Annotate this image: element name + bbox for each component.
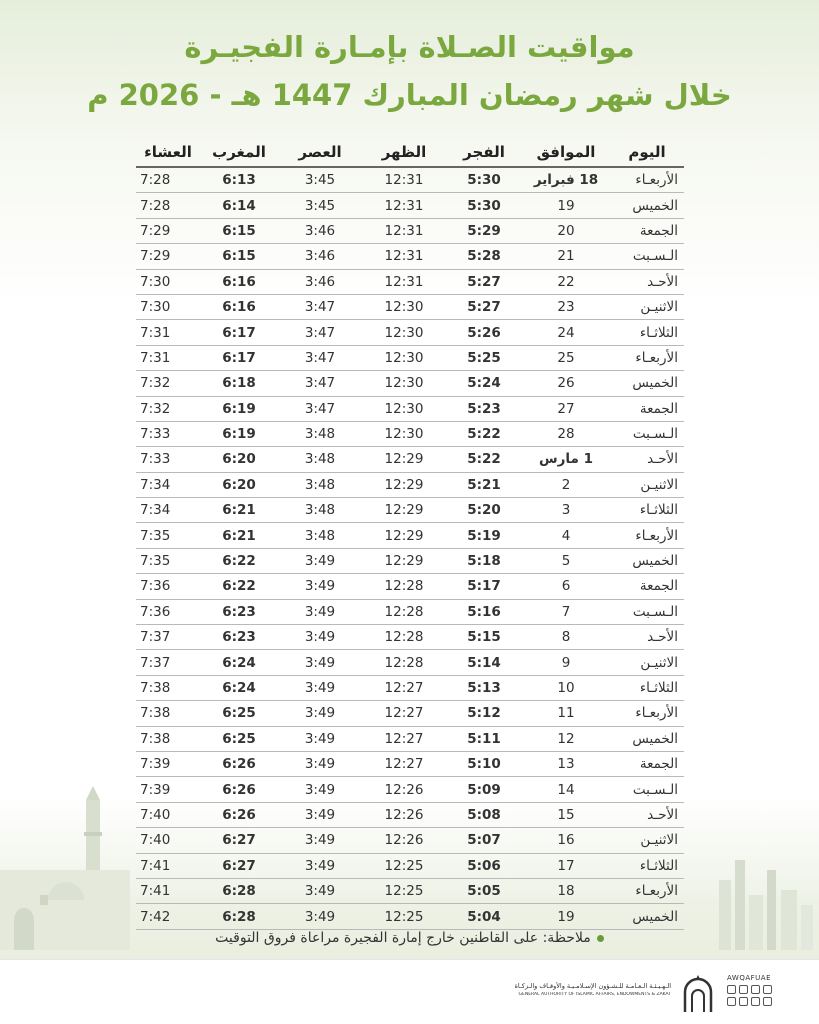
cell-maghrib: 6:22 — [222, 578, 256, 595]
cell-day: الأربعـاء — [635, 705, 678, 722]
cell-isha: 7:36 — [140, 578, 171, 595]
cell-isha: 7:32 — [140, 375, 171, 392]
cell-asr: 3:49 — [304, 629, 336, 646]
cell-fajr: 5:08 — [467, 806, 501, 823]
cell-fajr: 5:07 — [467, 832, 501, 849]
header-maghrib: المغرب — [212, 143, 266, 161]
cell-fajr: 5:22 — [467, 426, 501, 443]
cell-maghrib: 6:19 — [222, 400, 256, 417]
cell-dhuhr: 12:27 — [384, 756, 424, 773]
cell-day: الأحـد — [647, 451, 678, 468]
cell-asr: 3:49 — [304, 603, 336, 620]
cell-isha: 7:41 — [140, 857, 171, 874]
cell-isha: 7:30 — [140, 273, 171, 290]
cell-asr: 3:49 — [304, 730, 336, 747]
cell-date: 3 — [561, 502, 571, 519]
cell-day: الثلاثـاء — [639, 680, 678, 696]
cell-maghrib: 6:22 — [222, 553, 256, 570]
cell-date: 27 — [557, 400, 575, 417]
cell-date: 4 — [561, 527, 571, 544]
cell-day: الـسـبت — [632, 603, 678, 620]
cell-date: 12 — [557, 730, 575, 747]
cell-fajr: 5:12 — [467, 705, 501, 722]
cell-maghrib: 6:28 — [222, 883, 256, 900]
cell-maghrib: 6:26 — [222, 806, 256, 823]
header-asr: العصر — [298, 143, 342, 161]
cell-dhuhr: 12:25 — [384, 883, 424, 900]
cell-day: الخميس — [632, 553, 678, 570]
table-row — [136, 904, 684, 929]
cell-maghrib: 6:14 — [222, 197, 256, 214]
cell-day: الاثنيـن — [640, 832, 678, 849]
cell-dhuhr: 12:30 — [384, 324, 424, 341]
cell-asr: 3:49 — [304, 883, 336, 900]
cell-asr: 3:49 — [304, 857, 336, 874]
cell-dhuhr: 12:26 — [384, 832, 424, 849]
table-row — [136, 777, 684, 802]
header-date: الموافق — [536, 143, 596, 161]
cell-maghrib: 6:16 — [222, 299, 256, 316]
cell-date: 21 — [557, 248, 575, 265]
table-row — [136, 193, 684, 218]
cell-date: 11 — [557, 705, 575, 722]
cell-date: 6 — [561, 578, 571, 595]
bullet-icon — [597, 935, 604, 942]
whatsapp-icon[interactable] — [751, 985, 760, 994]
cell-fajr: 5:22 — [467, 451, 501, 468]
cell-isha: 7:38 — [140, 730, 171, 747]
cell-dhuhr: 12:30 — [384, 426, 424, 443]
cell-dhuhr: 12:31 — [384, 197, 424, 214]
brand-handle: AWQAFUAE — [727, 974, 771, 982]
cell-maghrib: 6:24 — [222, 680, 256, 696]
cell-day: الـسـبت — [632, 781, 678, 798]
table-row — [136, 244, 684, 269]
cell-dhuhr: 12:31 — [384, 273, 424, 290]
cell-asr: 3:49 — [304, 781, 336, 798]
cell-isha: 7:40 — [140, 832, 171, 849]
cell-isha: 7:39 — [140, 756, 171, 773]
cell-isha: 7:33 — [140, 451, 171, 468]
x-icon[interactable] — [727, 985, 736, 994]
table-row — [136, 600, 684, 625]
cell-fajr: 5:11 — [467, 730, 501, 747]
cell-fajr: 5:04 — [467, 908, 501, 925]
cell-fajr: 5:27 — [467, 273, 501, 290]
cell-fajr: 5:15 — [467, 629, 501, 646]
cell-day: الجمعة — [639, 222, 678, 239]
cell-date: 15 — [557, 806, 575, 823]
cell-date: 23 — [557, 299, 575, 316]
cell-isha: 7:35 — [140, 527, 171, 544]
cell-asr: 3:48 — [304, 502, 336, 519]
cell-maghrib: 6:26 — [222, 781, 256, 798]
cell-date: 28 — [557, 426, 575, 443]
cell-maghrib: 6:15 — [222, 248, 256, 265]
table-row — [136, 295, 684, 320]
cell-isha: 7:34 — [140, 502, 171, 519]
cell-fajr: 5:23 — [467, 400, 501, 417]
linkedin-icon[interactable] — [739, 997, 748, 1006]
table-row — [136, 854, 684, 879]
cell-fajr: 5:29 — [467, 222, 501, 239]
cell-isha: 7:34 — [140, 476, 171, 493]
cell-date: 14 — [557, 781, 575, 798]
cell-fajr: 5:09 — [467, 781, 501, 798]
cell-isha: 7:40 — [140, 806, 171, 823]
cell-isha: 7:42 — [140, 908, 171, 925]
cell-asr: 3:46 — [304, 273, 336, 290]
table-row — [136, 676, 684, 701]
cell-dhuhr: 12:31 — [384, 248, 424, 265]
cell-day: الأحـد — [647, 273, 678, 290]
cell-day: الخميس — [632, 908, 678, 925]
cell-isha: 7:36 — [140, 603, 171, 620]
cell-day: الاثنيـن — [640, 299, 678, 316]
cell-day: الأحـد — [647, 629, 678, 646]
cell-fajr: 5:05 — [467, 883, 501, 900]
table-row — [136, 397, 684, 422]
cell-isha: 7:28 — [140, 172, 171, 189]
cell-isha: 7:37 — [140, 629, 171, 646]
cell-day: الأربعـاء — [635, 527, 678, 544]
cell-asr: 3:46 — [304, 248, 336, 265]
cell-date: 1 مارس — [539, 451, 593, 468]
table-row — [136, 523, 684, 548]
cell-asr: 3:47 — [304, 400, 336, 417]
authority-logo-icon — [681, 974, 715, 1014]
cell-fajr: 5:16 — [467, 603, 501, 620]
instagram-icon[interactable] — [739, 985, 748, 994]
cell-maghrib: 6:23 — [222, 629, 256, 646]
cell-fajr: 5:30 — [467, 172, 501, 189]
cell-asr: 3:48 — [304, 451, 336, 468]
cell-asr: 3:46 — [304, 222, 336, 239]
cell-asr: 3:49 — [304, 756, 336, 773]
cell-maghrib: 6:27 — [222, 857, 256, 874]
cell-day: الثلاثـاء — [639, 324, 678, 341]
cell-day: الأربعـاء — [635, 172, 678, 189]
cell-fajr: 5:27 — [467, 299, 501, 316]
cell-date: 17 — [557, 857, 575, 874]
cell-asr: 3:49 — [304, 908, 336, 925]
cell-fajr: 5:17 — [467, 578, 501, 595]
cell-date: 5 — [561, 553, 571, 570]
cell-isha: 7:28 — [140, 197, 171, 214]
cell-dhuhr: 12:26 — [384, 781, 424, 798]
cell-day: الثلاثـاء — [639, 502, 678, 519]
cell-maghrib: 6:21 — [222, 502, 256, 519]
cell-asr: 3:47 — [304, 299, 336, 316]
cell-maghrib: 6:26 — [222, 756, 256, 773]
cell-dhuhr: 12:29 — [384, 451, 424, 468]
table-row — [136, 650, 684, 675]
cell-isha: 7:29 — [140, 222, 171, 239]
cell-isha: 7:31 — [140, 324, 171, 341]
cell-day: الجمعة — [639, 400, 678, 417]
cell-isha: 7:30 — [140, 299, 171, 316]
header-day: اليوم — [628, 143, 666, 161]
cell-date: 2 — [561, 476, 571, 493]
cell-maghrib: 6:15 — [222, 222, 256, 239]
cell-date: 22 — [557, 273, 575, 290]
cell-maghrib: 6:13 — [222, 172, 256, 189]
cell-fajr: 5:28 — [467, 248, 501, 265]
cell-day: الأربعـاء — [635, 349, 678, 366]
cell-isha: 7:29 — [140, 248, 171, 265]
table-row — [136, 625, 684, 650]
cell-maghrib: 6:19 — [222, 426, 256, 443]
note-text: ملاحظة: على القاطنين خارج إمارة الفجيرة مراعاة فروق التوقيت — [215, 930, 591, 946]
cell-maghrib: 6:24 — [222, 654, 256, 671]
table-row — [136, 498, 684, 523]
cell-date: 20 — [557, 222, 575, 239]
table-row — [136, 371, 684, 396]
cell-dhuhr: 12:28 — [384, 578, 424, 595]
header-fajr: الفجر — [463, 143, 505, 161]
organization-name-english: GENERAL AUTHORITY OF ISLAMIC AFFAIRS, ENDOWMENTS & ZAKAT — [518, 992, 671, 997]
awqaf-brand — [719, 974, 779, 1006]
table-row — [136, 422, 684, 447]
table-row — [136, 701, 684, 726]
cell-dhuhr: 12:25 — [384, 857, 424, 874]
cell-dhuhr: 12:31 — [384, 222, 424, 239]
cell-asr: 3:47 — [304, 349, 336, 366]
cell-fajr: 5:24 — [467, 375, 501, 392]
timing-note — [0, 930, 819, 946]
cell-date: 18 فبراير — [533, 172, 599, 189]
table-row — [136, 828, 684, 853]
cell-dhuhr: 12:30 — [384, 349, 424, 366]
cell-asr: 3:45 — [304, 172, 336, 189]
cell-maghrib: 6:16 — [222, 273, 256, 290]
table-row — [136, 270, 684, 295]
cell-fajr: 5:14 — [467, 654, 501, 671]
social-icons — [725, 985, 773, 1006]
cell-day: الثلاثـاء — [639, 857, 678, 874]
table-row — [136, 752, 684, 777]
cell-day: الجمعة — [639, 578, 678, 595]
table-row — [136, 879, 684, 904]
cell-isha: 7:31 — [140, 349, 171, 366]
cell-asr: 3:45 — [304, 197, 336, 214]
cell-maghrib: 6:20 — [222, 476, 256, 493]
cell-dhuhr: 12:31 — [384, 172, 424, 189]
table-row — [136, 346, 684, 371]
cell-date: 10 — [557, 680, 575, 696]
cell-asr: 3:48 — [304, 476, 336, 493]
cell-date: 26 — [557, 375, 575, 392]
cell-dhuhr: 12:27 — [384, 730, 424, 747]
cell-day: الأحـد — [647, 806, 678, 823]
cell-asr: 3:47 — [304, 324, 336, 341]
cell-maghrib: 6:27 — [222, 832, 256, 849]
cell-day: الـسـبت — [632, 426, 678, 443]
cell-maghrib: 6:20 — [222, 451, 256, 468]
table-row — [136, 574, 684, 599]
snapchat-icon[interactable] — [763, 985, 772, 994]
cell-date: 19 — [557, 908, 575, 925]
organization-name-arabic: الـهـيـئـة الـعـامـة للـشـؤون الإسـلامـيـة والأوقـاف والـزكـاة — [514, 982, 671, 990]
facebook-icon[interactable] — [751, 997, 760, 1006]
cell-day: الخميس — [632, 197, 678, 214]
cell-date: 9 — [561, 654, 571, 671]
cell-dhuhr: 12:28 — [384, 603, 424, 620]
cell-dhuhr: 12:27 — [384, 705, 424, 722]
cell-asr: 3:49 — [304, 832, 336, 849]
cell-date: 13 — [557, 756, 575, 773]
table-row — [136, 447, 684, 472]
prayer-times-table — [136, 138, 684, 930]
cell-day: الأربعـاء — [635, 883, 678, 900]
cell-dhuhr: 12:29 — [384, 476, 424, 493]
cell-isha: 7:38 — [140, 705, 171, 722]
cell-isha: 7:38 — [140, 680, 171, 696]
cell-isha: 7:39 — [140, 781, 171, 798]
cell-dhuhr: 12:30 — [384, 375, 424, 392]
cell-date: 24 — [557, 324, 575, 341]
table-row — [136, 803, 684, 828]
cell-isha: 7:32 — [140, 400, 171, 417]
tiktok-icon[interactable] — [763, 997, 772, 1006]
cell-date: 7 — [561, 603, 571, 620]
footer — [0, 959, 819, 1024]
mosque-minaret-illustration — [0, 780, 140, 950]
cell-asr: 3:47 — [304, 375, 336, 392]
cell-dhuhr: 12:30 — [384, 400, 424, 417]
cell-maghrib: 6:23 — [222, 603, 256, 620]
cell-dhuhr: 12:26 — [384, 806, 424, 823]
table-header-row — [136, 138, 684, 168]
cell-fajr: 5:20 — [467, 502, 501, 519]
cell-maghrib: 6:28 — [222, 908, 256, 925]
table-row — [136, 168, 684, 193]
cell-dhuhr: 12:29 — [384, 553, 424, 570]
cell-date: 8 — [561, 629, 571, 646]
cell-fajr: 5:26 — [467, 324, 501, 341]
cell-dhuhr: 12:28 — [384, 629, 424, 646]
cell-dhuhr: 12:27 — [384, 680, 424, 696]
cell-maghrib: 6:18 — [222, 375, 256, 392]
cell-date: 18 — [557, 883, 575, 900]
cell-day: الجمعة — [639, 756, 678, 773]
cell-fajr: 5:13 — [467, 680, 501, 696]
cell-asr: 3:48 — [304, 426, 336, 443]
table-row — [136, 549, 684, 574]
cell-fajr: 5:19 — [467, 527, 501, 544]
cell-day: الاثنيـن — [640, 476, 678, 493]
table-row — [136, 320, 684, 345]
cell-asr: 3:49 — [304, 680, 336, 696]
cell-day: الـسـبت — [632, 248, 678, 265]
table-row — [136, 727, 684, 752]
cell-fajr: 5:18 — [467, 553, 501, 570]
table-row — [136, 219, 684, 244]
cell-maghrib: 6:17 — [222, 349, 256, 366]
cell-day: الخميس — [632, 375, 678, 392]
cell-isha: 7:33 — [140, 426, 171, 443]
cell-dhuhr: 12:28 — [384, 654, 424, 671]
cell-dhuhr: 12:29 — [384, 527, 424, 544]
cell-asr: 3:49 — [304, 654, 336, 671]
cell-fajr: 5:21 — [467, 476, 501, 493]
cell-asr: 3:49 — [304, 553, 336, 570]
cell-fajr: 5:06 — [467, 857, 501, 874]
cell-maghrib: 6:25 — [222, 705, 256, 722]
cell-maghrib: 6:25 — [222, 730, 256, 747]
cell-dhuhr: 12:25 — [384, 908, 424, 925]
cell-asr: 3:49 — [304, 806, 336, 823]
cell-fajr: 5:25 — [467, 349, 501, 366]
cell-dhuhr: 12:30 — [384, 299, 424, 316]
cell-date: 19 — [557, 197, 575, 214]
cell-maghrib: 6:17 — [222, 324, 256, 341]
cell-asr: 3:48 — [304, 527, 336, 544]
cell-fajr: 5:30 — [467, 197, 501, 214]
cell-day: الخميس — [632, 730, 678, 747]
cell-asr: 3:49 — [304, 578, 336, 595]
cell-day: الاثنيـن — [640, 654, 678, 671]
cell-date: 16 — [557, 832, 575, 849]
cell-dhuhr: 12:29 — [384, 502, 424, 519]
cell-date: 25 — [557, 349, 575, 366]
table-row — [136, 473, 684, 498]
page-title: مواقيت الصـلاة بإمـارة الفجيـرة — [184, 30, 635, 64]
organization-name — [501, 982, 671, 997]
header-isha: العشاء — [144, 143, 192, 161]
cell-fajr: 5:10 — [467, 756, 501, 773]
cell-asr: 3:49 — [304, 705, 336, 722]
page-subtitle: خلال شهر رمضان المبارك 1447 هـ - 2026 م — [87, 78, 732, 112]
header-dhuhr: الظهر — [381, 143, 427, 161]
cell-isha: 7:37 — [140, 654, 171, 671]
cell-isha: 7:41 — [140, 883, 171, 900]
youtube-icon[interactable] — [727, 997, 736, 1006]
cell-maghrib: 6:21 — [222, 527, 256, 544]
cell-isha: 7:35 — [140, 553, 171, 570]
